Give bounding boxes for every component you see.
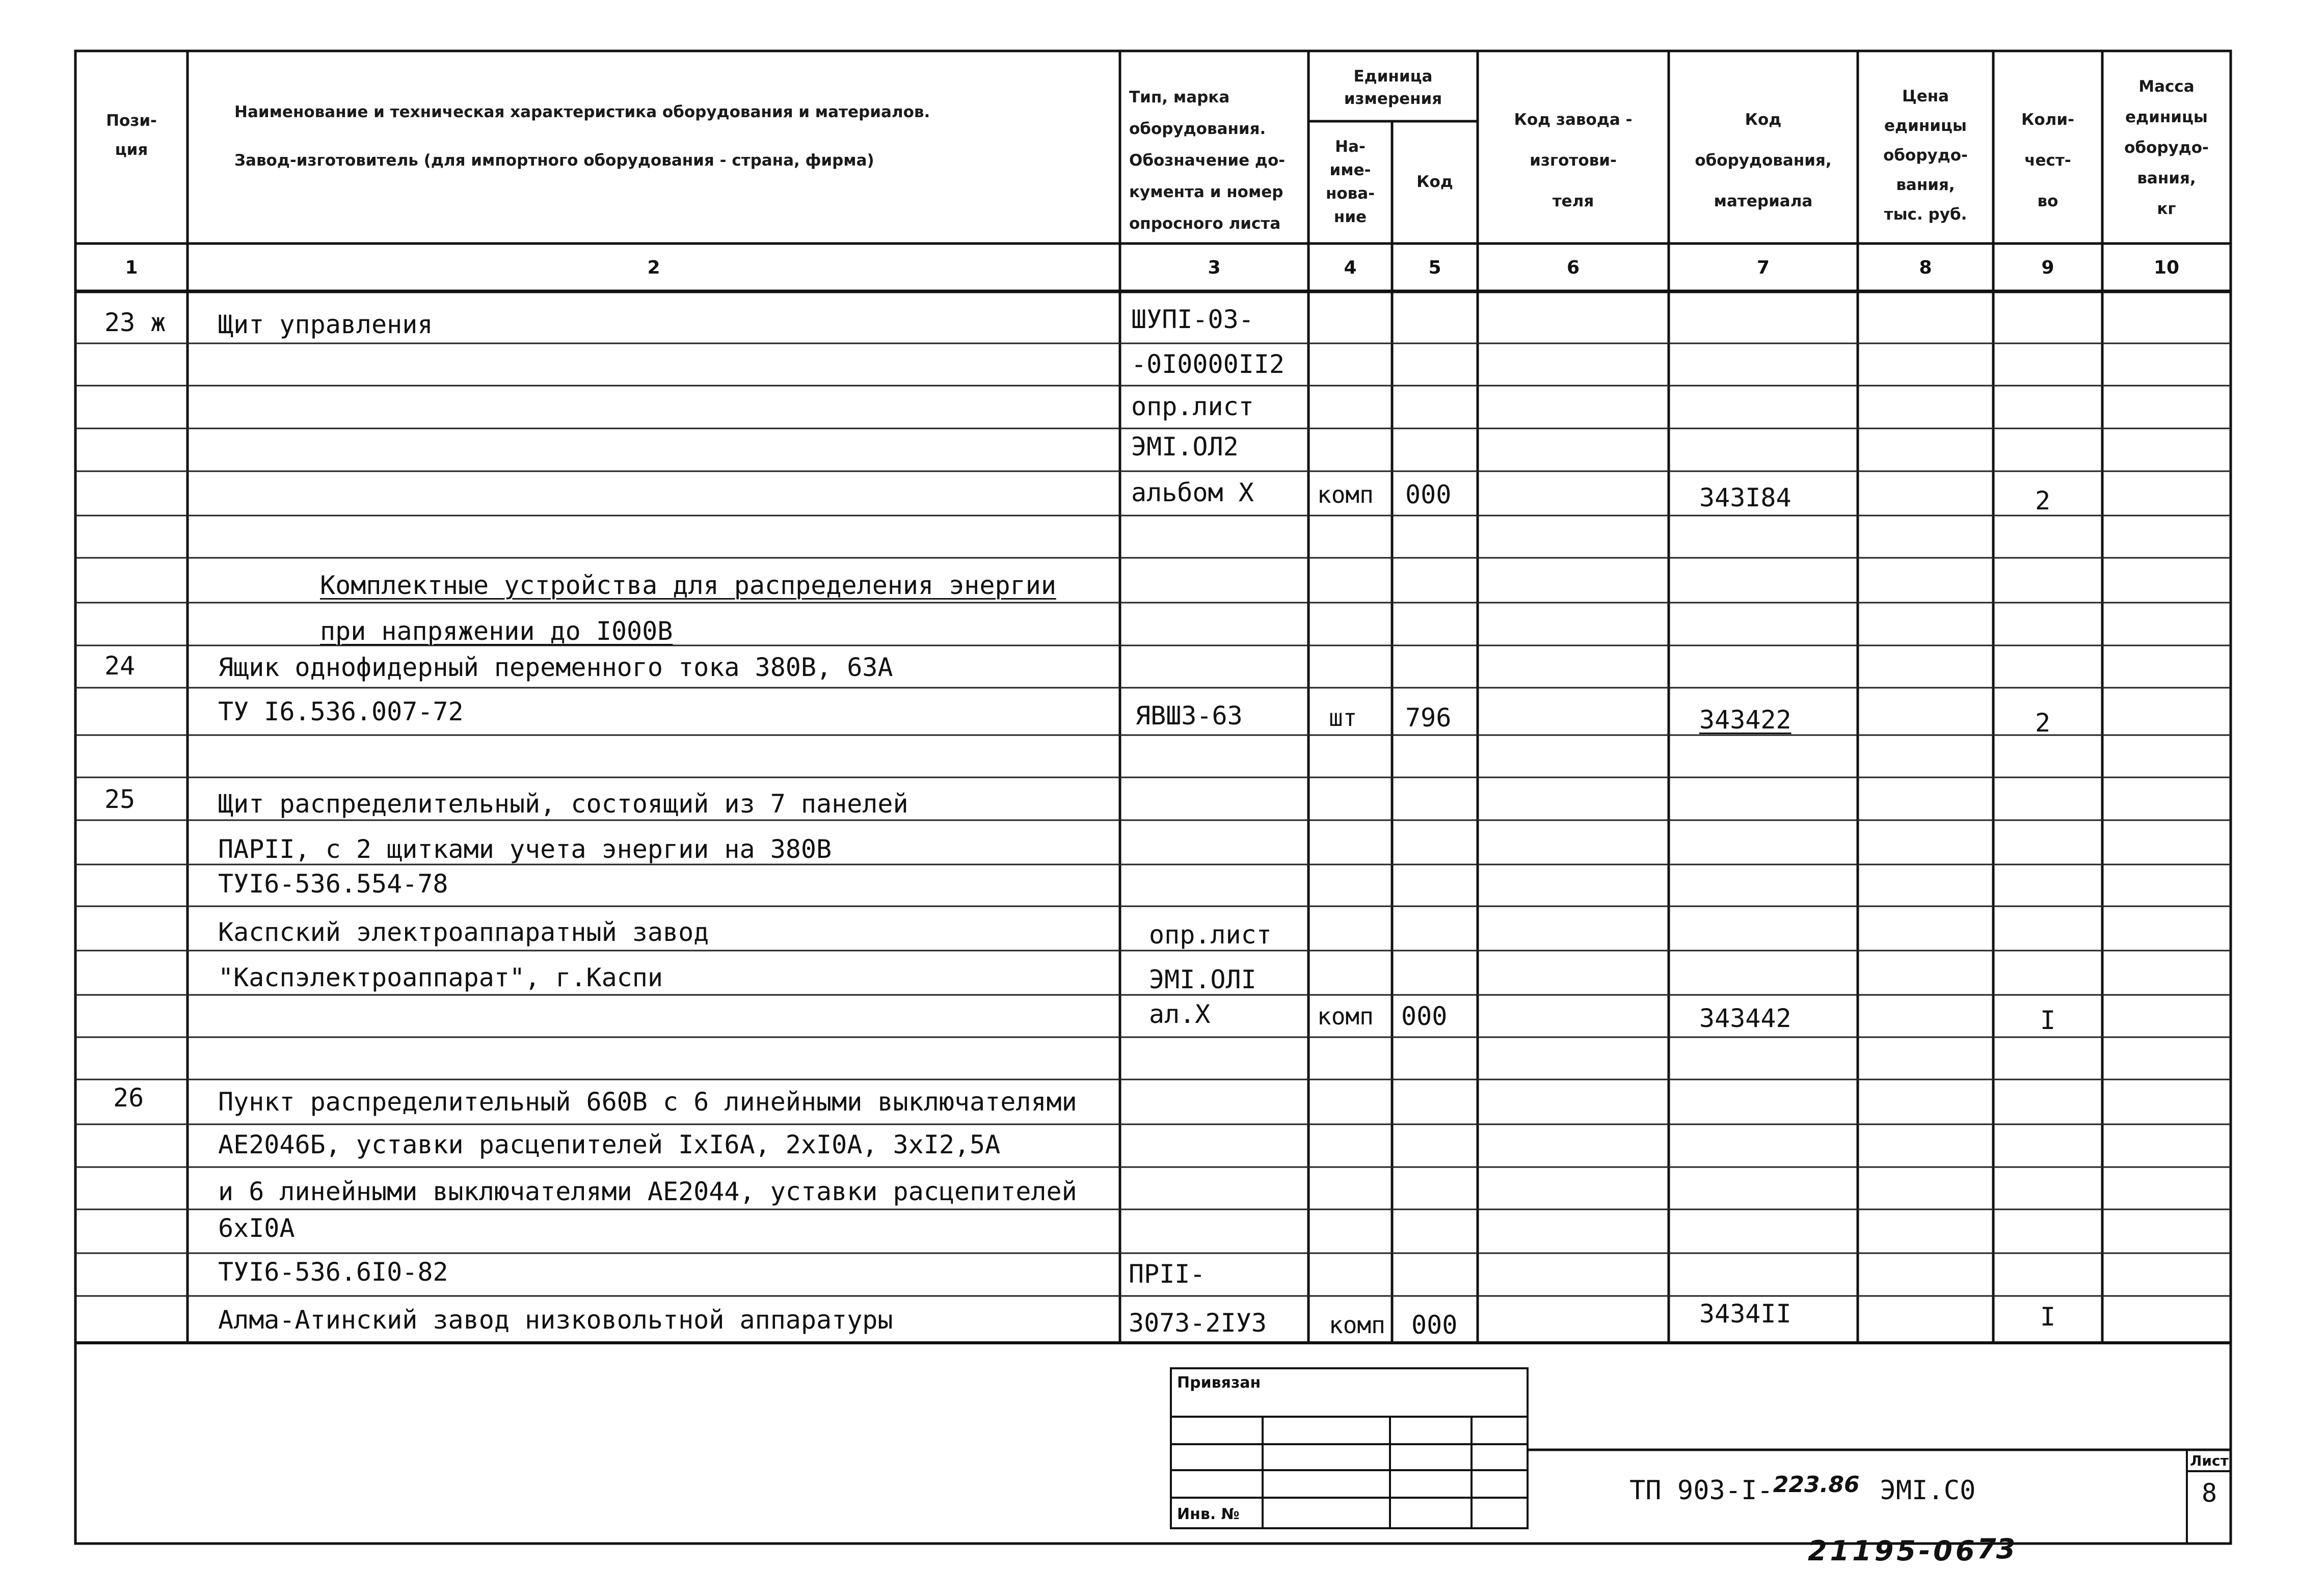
- header-col7-line: материала: [1714, 192, 1813, 210]
- row-type: ШУПI-03-: [1131, 305, 1254, 334]
- row-code: 000: [1405, 480, 1452, 509]
- colnum-4: 4: [1344, 257, 1357, 278]
- row-unit: комп: [1317, 1003, 1374, 1030]
- header-col1: [75, 113, 188, 158]
- inventory-label: Инв. №: [1177, 1505, 1240, 1523]
- tied-label: Привязан: [1177, 1374, 1261, 1392]
- row-position: 24: [104, 651, 136, 681]
- header-col4-line: име-: [1329, 161, 1371, 179]
- header-col1-line: Пози-: [106, 112, 157, 130]
- row-type: опр.лист: [1131, 392, 1254, 421]
- header-col8-line: единицы: [1884, 117, 1967, 135]
- header-col8: [1858, 82, 1993, 229]
- header-col3-line: оборудования.: [1129, 120, 1266, 138]
- sheet-number: 8: [2201, 1478, 2217, 1508]
- row-unit: комп: [1317, 481, 1374, 508]
- row-quantity: 2: [2035, 486, 2051, 516]
- header-col3: [1120, 82, 1318, 239]
- row-unit: комп: [1329, 1311, 1385, 1339]
- colnum-9: 9: [2041, 257, 2054, 278]
- row-position: 26: [113, 1083, 144, 1113]
- header-col3-line: опросного листа: [1129, 214, 1281, 233]
- header-col9-line: чест-: [2024, 151, 2071, 170]
- header-col5: Код: [1416, 173, 1453, 191]
- section-title: при напряжении до I000В: [320, 616, 673, 646]
- row-name: ПАРII, с 2 щитками учета энергии на 380В: [218, 834, 832, 864]
- sheet-label: Лист: [2190, 1452, 2229, 1469]
- header-unit-line: Единица: [1353, 67, 1433, 86]
- header-col3-line: Тип, марка: [1129, 88, 1230, 106]
- colnum-7: 7: [1756, 257, 1770, 278]
- row-type: ЭМI.ОЛ2: [1131, 432, 1239, 462]
- header-col6-line: изготови-: [1530, 151, 1617, 170]
- header-col9: [1993, 99, 2102, 222]
- row-type: опр.лист: [1149, 920, 1272, 950]
- header-col10-line: вания,: [2137, 169, 2196, 187]
- row-equipment-code: 343I84: [1699, 483, 1791, 512]
- document-code-prefix: ТП 903-I-: [1629, 1475, 1773, 1506]
- header-col10: [2102, 71, 2231, 224]
- header-col8-line: тыс. руб.: [1884, 205, 1967, 224]
- row-code: 000: [1411, 1310, 1458, 1340]
- row-type: ПРII-: [1129, 1259, 1206, 1289]
- row-name: 6xI0А: [218, 1213, 295, 1243]
- row-position: 25: [104, 785, 136, 814]
- row-name: Каспский электроаппаратный завод: [218, 917, 709, 947]
- header-col7: [1669, 99, 1858, 222]
- row-type: альбом X: [1131, 478, 1254, 507]
- row-quantity: I: [2040, 1302, 2056, 1332]
- row-name: "Каспэлектроаппарат", г.Каспи: [218, 963, 663, 992]
- row-equipment-code: 343422: [1699, 705, 1791, 735]
- document-code-handwritten: 223.86: [1773, 1472, 1860, 1498]
- row-name: ТУI6-536.554-78: [218, 869, 448, 899]
- header-col7-line: Код: [1745, 111, 1782, 129]
- header-col4-line: На-: [1335, 138, 1366, 156]
- row-name: Ящик однофидерный переменного тока 380В, 63А: [218, 653, 893, 682]
- header-col2-line2: Завод-изготовитель (для импортного оборудования - страна, фирма): [234, 151, 874, 170]
- colnum-3: 3: [1208, 257, 1221, 278]
- row-quantity: I: [2040, 1006, 2056, 1035]
- header-col1-line: ция: [115, 141, 148, 159]
- row-name: Пункт распределительный 660В с 6 линейными выключателями: [218, 1087, 1077, 1117]
- archive-number: 21195-06: [1808, 1535, 1978, 1567]
- colnum-8: 8: [1919, 257, 1932, 278]
- row-name: Щит управления: [218, 310, 433, 339]
- header-col10-line: оборудо-: [2124, 139, 2209, 157]
- header-col3-line: кумента и номер: [1129, 183, 1283, 201]
- header-col2-b: [194, 153, 1152, 169]
- row-equipment-code: 3434II: [1699, 1299, 1791, 1329]
- row-name: ТУ I6.536.007-72: [218, 697, 464, 726]
- header-col6: [1478, 99, 1669, 222]
- row-position: 23 ж: [104, 308, 166, 337]
- row-unit: шт: [1329, 704, 1357, 732]
- header-col7-line: оборудования,: [1695, 151, 1832, 170]
- colnum-6: 6: [1566, 257, 1580, 278]
- header-col10-line: Масса: [2138, 77, 2195, 96]
- colnum-5: 5: [1428, 257, 1441, 278]
- header-col3-line: Обозначение до-: [1129, 151, 1286, 170]
- header-col4-line: нова-: [1325, 184, 1375, 203]
- header-col6-line: Код завода -: [1514, 111, 1633, 129]
- document-code: [1629, 1472, 1976, 1506]
- colnum-2: 2: [647, 257, 660, 278]
- header-col8-line: Цена: [1902, 87, 1949, 105]
- row-equipment-code: 343442: [1699, 1004, 1791, 1033]
- row-name: Алма-Атинский завод низковольтной аппаратуры: [218, 1305, 893, 1335]
- colnum-1: 1: [125, 257, 138, 278]
- row-type: -0I0000II2: [1131, 349, 1285, 379]
- row-name: и 6 линейными выключателями АЕ2044, уставки расцепителей: [218, 1177, 1077, 1206]
- row-name: Щит распределительный, состоящий из 7 панелей: [218, 789, 908, 819]
- header-col4-line: ние: [1333, 208, 1367, 226]
- header-col2-line1: Наименование и техническая характеристика оборудования и материалов.: [234, 103, 930, 121]
- row-quantity: 2: [2035, 708, 2051, 738]
- row-code: 000: [1401, 1002, 1448, 1031]
- header-col9-line: Коли-: [2021, 111, 2074, 129]
- document-code-suffix: ЭМI.С0: [1880, 1475, 1976, 1506]
- row-type: ЭМI.ОЛI: [1149, 965, 1256, 994]
- row-name: АЕ2046Б, уставки расцепителей IxI6А, 2xI0А, 3xI2,5А: [218, 1130, 1001, 1159]
- row-name: ТУI6-536.6I0-82: [218, 1257, 448, 1287]
- header-unit-title: [1308, 65, 1478, 110]
- header-col8-line: вания,: [1896, 176, 1955, 194]
- row-type: ЯВШ3-63: [1135, 701, 1243, 731]
- section-title: Комплектные устройства для распределения энергии: [320, 571, 1056, 600]
- header-unit-line: измерения: [1344, 90, 1442, 108]
- header-col4: [1308, 135, 1392, 229]
- page-reference: 73: [1977, 1533, 2016, 1565]
- header-col8-line: оборудо-: [1883, 146, 1968, 165]
- header-col10-line: единицы: [2125, 108, 2208, 126]
- row-type: 3073-2IУ3: [1129, 1308, 1267, 1338]
- header-col10-line: кг: [2157, 200, 2176, 218]
- colnum-10: 10: [2153, 257, 2180, 278]
- row-code: 796: [1405, 703, 1452, 733]
- header-col2: [194, 104, 1152, 120]
- row-type: ал.X: [1149, 999, 1211, 1029]
- header-col9-line: во: [2037, 192, 2058, 210]
- header-col6-line: теля: [1552, 192, 1594, 210]
